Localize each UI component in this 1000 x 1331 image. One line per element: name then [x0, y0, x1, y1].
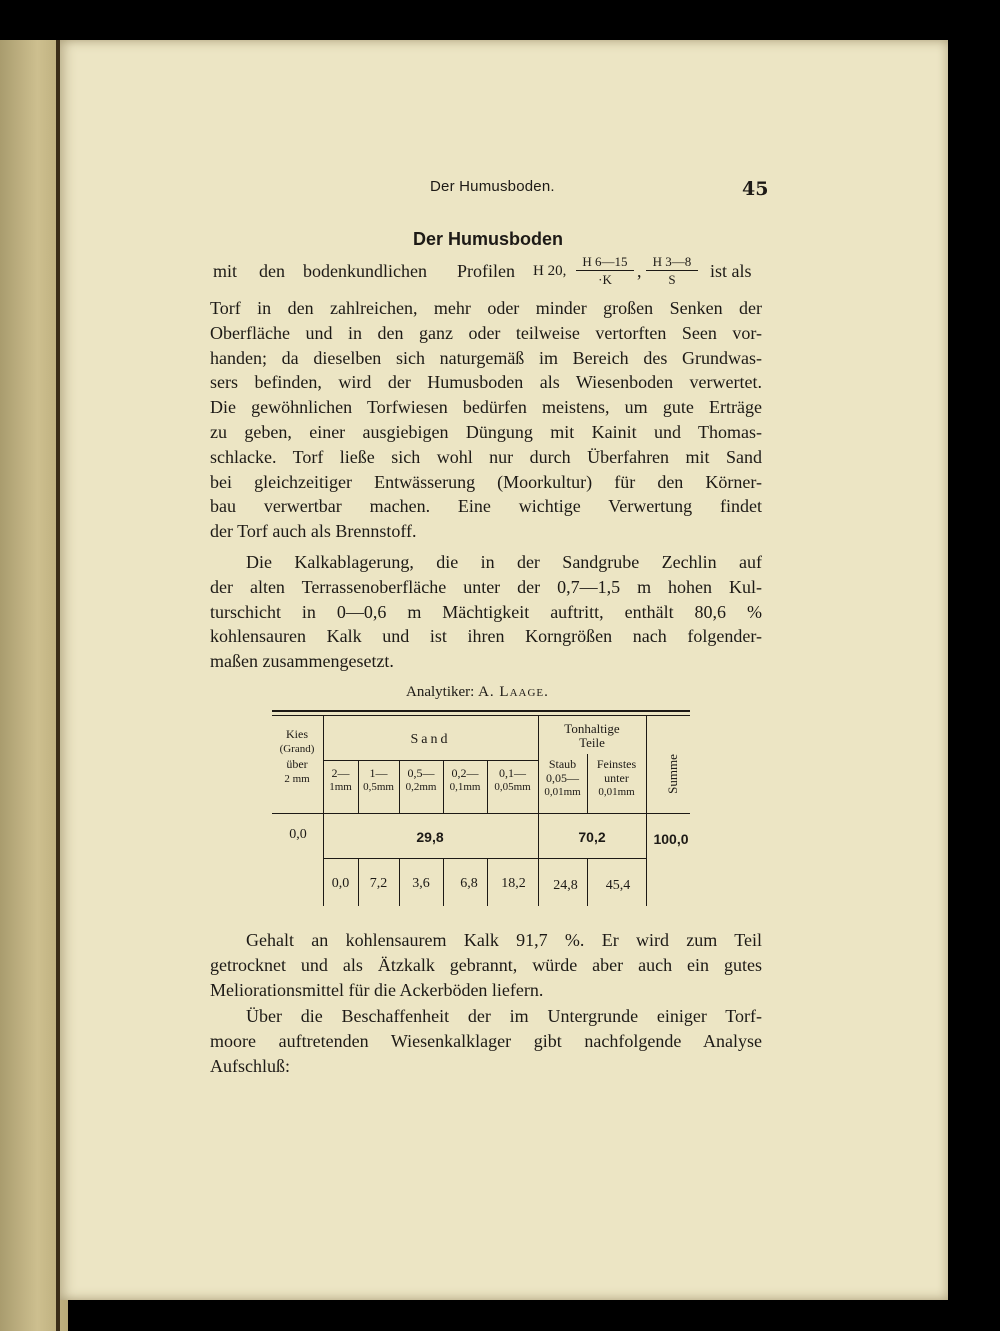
- text-line: der alten Terrassenoberfläche unter der 0,7—1,5 m hohen Kul-: [210, 576, 762, 597]
- detail-value: 45,4: [605, 878, 631, 893]
- paragraph-gehalt: [210, 928, 762, 1002]
- detail-value: 3,6: [412, 876, 430, 891]
- text-line: moore auftretenden Wiesenkalklager gibt nachfolgende Analyse: [210, 1030, 762, 1051]
- lead-word: bodenkundlichen: [303, 261, 427, 281]
- detail-value: 6,8: [460, 876, 478, 891]
- text-line: Torf in den zahlreichen, mehr oder minder großen Senken der: [210, 298, 762, 318]
- profile-fraction-2: $\frac{H 3—8}{S}$: [646, 254, 698, 288]
- text-line: maßen zusammengesetzt.: [210, 651, 394, 672]
- table-header-rule: [272, 813, 690, 814]
- text-line: Meliorationsmittel für die Ackerböden liefern.: [210, 979, 544, 1000]
- section-title: Der Humusboden: [413, 229, 564, 249]
- text-line: Die gewöhnlichen Torfwiesen bedürfen meistens, um gute Erträge: [210, 397, 762, 418]
- table-divider: [323, 760, 538, 761]
- lead-word: den: [259, 261, 285, 281]
- section-lead-line: [213, 254, 763, 294]
- text-line: getrocknet und als Ätzkalk gebrannt, würde aber auch ein gutes: [210, 954, 762, 975]
- sand-fraction-header: 1— 0,5mm: [363, 766, 394, 793]
- detail-value: 18,2: [501, 876, 526, 891]
- text-line: Die Kalkablagerung, die in der Sandgrube Zechlin auf: [246, 552, 762, 572]
- detail-value: 7,2: [369, 876, 388, 891]
- total-kies: 0,0: [289, 827, 307, 842]
- detail-value: 0,0: [331, 876, 350, 891]
- book-spine: [56, 40, 60, 1331]
- text-line: handen; da dieselben sich naturgemäß im Bereich des Grundwas-: [210, 347, 762, 368]
- text-line: zu geben, einer ausgiebigen Düngung mit Kainit und Thomas-: [210, 421, 762, 442]
- text-line: sers befinden, wird der Humusboden als Wiesenboden verwertet.: [210, 372, 762, 393]
- sand-fraction-header: 2— 1mm: [329, 766, 352, 793]
- text-line: schlacke. Torf ließe sich wohl nur durch Überfahren mit Sand: [210, 446, 762, 467]
- table-divider: [646, 716, 647, 906]
- text-line: kohlensauren Kalk und ist ihren Korngrößen nach folgender-: [210, 626, 762, 647]
- profile-fraction-1: $\frac{H 6—15}{\cdot K}$: [576, 254, 634, 288]
- table-top-rule-thin: [272, 715, 690, 716]
- analyst-name: A. Laage.: [478, 684, 549, 700]
- text-line: Oberfläche und in den ganz oder teilweise vertorften Seen vor-: [210, 322, 762, 343]
- sand-fraction-header: 0,1— 0,05mm: [494, 766, 531, 793]
- profile-code: H 20,: [533, 263, 567, 279]
- text-line: Gehalt an kohlensaurem Kalk 91,7 %. Er wird zum Teil: [246, 930, 762, 950]
- paragraph-kalkablagerung: [210, 550, 762, 674]
- text-line: bau verwertbar machen. Eine wichtige Verwertung findet: [210, 496, 762, 517]
- text-line: Über die Beschaffenheit der im Untergrunde einiger Torf-: [246, 1006, 762, 1026]
- detail-value: 24,8: [553, 878, 578, 893]
- text-line: Aufschluß:: [210, 1055, 290, 1076]
- analyst-line: [406, 684, 549, 701]
- lead-word: mit: [213, 261, 238, 281]
- paragraph-wiesenkalk: [210, 1004, 762, 1078]
- table-divider: [323, 858, 646, 859]
- total-sand: 29,8: [416, 829, 444, 845]
- running-title: Der Humusboden.: [430, 178, 555, 195]
- sand-fraction-header: 0,5— 0,2mm: [405, 766, 437, 793]
- text-line: der Torf auch als Brennstoff.: [210, 521, 417, 542]
- table-top-rule: [272, 710, 690, 712]
- lead-tail: ist als: [710, 261, 752, 281]
- total-ton: 70,2: [578, 829, 606, 845]
- text-line: turschicht in 0—0,6 m Mächtigkeit auftritt, enthält 80,6 %: [210, 601, 762, 622]
- summe-header: Summe: [665, 754, 681, 794]
- page-number: 45: [742, 178, 769, 200]
- ton-header: Tonhaltige Teile: [564, 721, 620, 750]
- kies-header: Kies (Grand) über 2 mm: [279, 727, 315, 785]
- paragraph-torf: [210, 296, 762, 544]
- staub-header: Staub 0,05— 0,01mm: [544, 757, 581, 798]
- text-line: bei gleichzeitiger Entwässerung (Moorkultur) für den Körner-: [210, 471, 762, 492]
- lead-word: Profilen: [457, 261, 515, 281]
- total-summe: 100,0: [653, 831, 689, 847]
- lead-comma: ,: [637, 261, 642, 281]
- sand-fraction-header: 0,2— 0,1mm: [449, 766, 481, 793]
- sand-header: Sand: [410, 732, 451, 747]
- analyst-label: Analytiker:: [406, 684, 475, 700]
- feinstes-header: Feinstes unter 0,01mm: [596, 757, 637, 798]
